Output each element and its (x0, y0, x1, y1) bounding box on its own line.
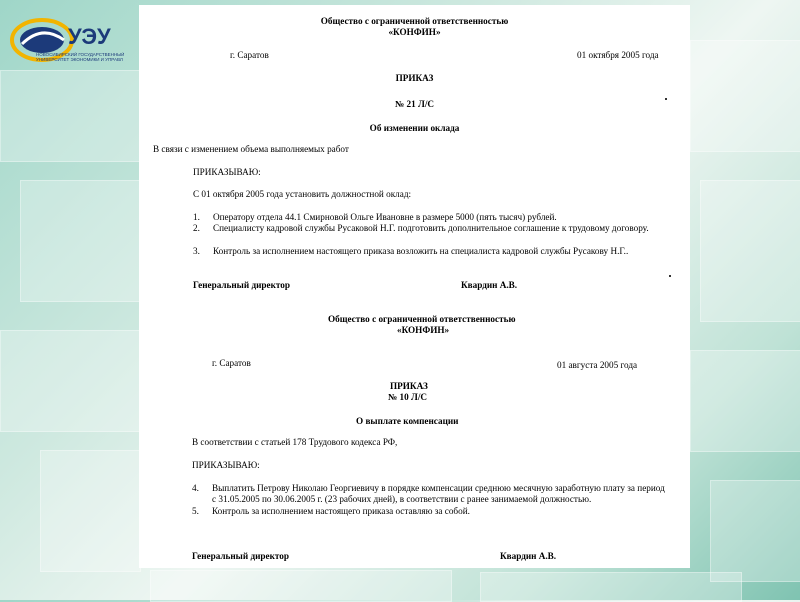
order2-title: ПРИКАЗ (390, 381, 428, 391)
order2-org-line1: Общество с ограниченной ответственностью (328, 314, 516, 324)
order2-basis: В соответствии с статьей 178 Трудового кодекса РФ, (192, 437, 398, 447)
order1-city: г. Саратов (230, 50, 269, 60)
logo-caption (36, 52, 140, 62)
order2-signer-title: Генеральный директор (192, 551, 289, 561)
order2-item-4-number: 4. (192, 483, 199, 493)
order2-item-5-number: 5. (192, 506, 199, 516)
order1-subject: Об изменении оклада (369, 123, 460, 133)
order1-order-word: ПРИКАЗЫВАЮ: (193, 167, 261, 177)
order2-item-4-text: Выплатить Петрову Николаю Георгиевичу в порядке компенсации среднюю месячную заработную плату за период с 31.05.2005 по 30.06.2005 г. (23 рабочих дней), в соответствии с ранее занимаемой должностью. (212, 483, 665, 504)
order1-title: ПРИКАЗ (395, 73, 434, 83)
order1-number: № 21 Л/С (394, 99, 435, 109)
order1-signer-name: Квардин А.В. (461, 280, 518, 290)
logo-caption-line-2: УНИВЕРСИТЕТ ЭКОНОМИКИ И УПРАВЛ (36, 57, 123, 62)
order1-item-1-number: 1. (193, 212, 200, 222)
order1-item-2-text: Специалисту кадровой службы Русаковой Н.Г. подготовить дополнительное соглашение к трудовому договору. (213, 223, 649, 233)
university-logo (6, 10, 140, 66)
scan-speck (669, 275, 671, 277)
order2-city: г. Саратов (212, 358, 251, 368)
order2-subject: О выплате компенсации (356, 416, 459, 426)
order1-basis: В связи с изменением объема выполняемых работ (153, 144, 349, 154)
logo-mark: УЭУ (68, 24, 111, 49)
order1-org-line1: Общество с ограниченной ответственностью (320, 16, 509, 26)
order2-org-line2: «КОНФИН» (397, 325, 450, 335)
scan-speck (665, 98, 667, 100)
order2-number: № 10 Л/С (388, 392, 428, 402)
order2-signer-name: Квардин А.В. (500, 551, 557, 561)
order1-item-1-text: Оператору отдела 44.1 Смирновой Ольге Ивановне в размере 5000 (пять тысяч) рублей. (213, 212, 557, 222)
order1-org-line2: «КОНФИН» (388, 27, 441, 37)
order1-date: 01 октября 2005 года (577, 50, 659, 60)
order1-item-2-number: 2. (193, 223, 200, 233)
order1-intro: С 01 октября 2005 года установить должностной оклад: (193, 189, 412, 199)
order2-order-word: ПРИКАЗЫВАЮ: (192, 460, 260, 470)
order2-date: 01 августа 2005 года (557, 360, 638, 370)
order1-signer-title: Генеральный директор (193, 280, 290, 290)
order1-item-3-number: 3. (193, 246, 200, 256)
document-page (139, 5, 690, 568)
order1-item-3-text: Контроль за исполнением настоящего приказа возложить на специалиста кадровой службы Русакову Н.Г.. (213, 246, 629, 256)
order2-item-5-text: Контроль за исполнением настоящего приказа оставляю за собой. (212, 506, 470, 516)
logo-caption-line-1: НОВОСИБИРСКИЙ ГОСУДАРСТВЕННЫЙ (36, 52, 125, 57)
